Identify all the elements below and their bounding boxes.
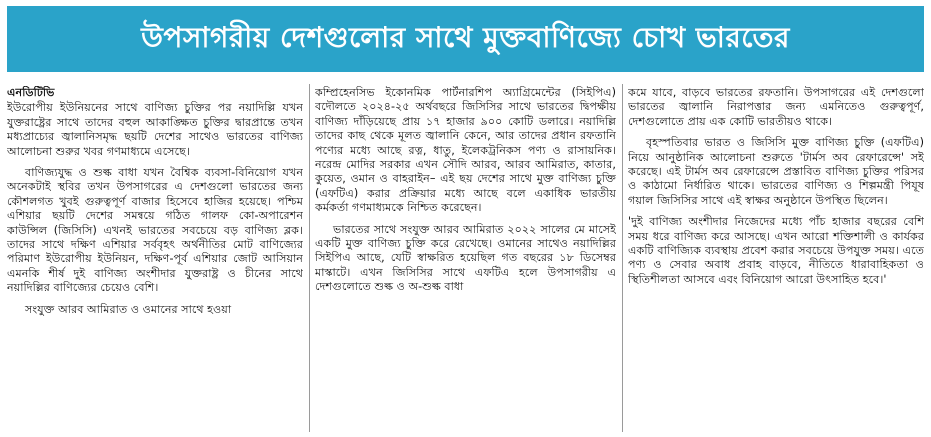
- paragraph: ভারতের সাথে সংযুক্ত আরব আমিরাত ২০২২ সালের মে মাসেই একটি মুক্ত বাণিজ্য চুক্তি করে রেখেছে। ওমানের সাথেও নয়াদিল্লির সিইপিএ আছে, যেটি স্বাক্ষরিত হয়েছিল গত বছরের ১৮ ডিসেম্বর মাস্কাটে। এখন জিসিসির সাথে এফটিএ হলে উপসাগরীয় এ দেশগুলোতে শুল্ক ও অ-শুল্ক বাধা: [315, 222, 616, 294]
- paragraph: সংযুক্ত আরব আমিরাত ও ওমানের সাথে হওয়া: [25, 302, 232, 316]
- byline: এনডিটিভি: [7, 86, 55, 99]
- paragraph: ইউরোপীয় ইউনিয়নের সাথে বাণিজ্য চুক্তির পর নয়াদিল্লি যখন যুক্তরাষ্ট্রের সাথে তাদের বহুল আকাঙ্ক্ষিত চুক্তির দ্বারপ্রান্তে তখন মধ্যপ্রাচ্যের জ্বালানিসমৃদ্ধ ছয়টি দেশের সাথেও ভারতের বাণিজ্য আলোচনা শুরুর খবর গণমাধ্যমে এসেছে।: [7, 101, 303, 158]
- headline: উপসাগরীয় দেশগুলোর সাথে মুক্তবাণিজ্যে চোখ ভারতের: [141, 20, 790, 54]
- article-column-2: [315, 86, 616, 432]
- quote-paragraph: 'দুই বাণিজ্য অংশীদার নিজেদের মধ্যে পাঁচ হাজার বছরের বেশি সময় ধরে বাণিজ্য করে আসছে। এখন আরো শক্তিশালী ও কার্যকর একটি বাণিজ্যিক ব্যবস্থায় প্রবেশ করার সবচেয়ে উপযুক্ত সময়। এতে পণ্য ও সেবার অবাধ প্রবাহ বাড়বে, নীতিতে ধারাবাহিকতা ও স্থিতিশীলতা আসবে এবং বিনিয়োগ আরো উৎসাহিত হবে।': [628, 215, 924, 286]
- headline-banner: [7, 6, 924, 72]
- article-column-1: [7, 86, 303, 432]
- column-divider: [622, 84, 623, 432]
- column-divider: [309, 84, 310, 432]
- article-column-3: [628, 86, 924, 432]
- paragraph: কমে যাবে, বাড়বে ভারতের রফতানি। উপসাগরের এই দেশগুলো ভারতের জ্বালানি নিরাপত্তার জন্য এমনিতেও গুরুত্বপূর্ণ, দেশগুলোতে প্রায় এক কোটি ভারতীয়ও থাকে।: [628, 86, 924, 128]
- paragraph: বাণিজ্যযুদ্ধ ও শুল্ক বাধা যখন বৈশ্বিক ব্যবসা-বিনিয়োগ যখন অনেকটাই স্থবির তখন উপসাগরের এ দেশগুলো ভারতের জন্য কৌশলগত খুবই গুরুত্বপূর্ণ বাজার হিসেবে হাজির হয়েছে। পশ্চিম এশিয়ার ছয়টি দেশের সমন্বয়ে গঠিত গালফ কো-অপারেশন কাউন্সিল (জিসিসি) এখনই ভারতের সবচেয়ে বড় বাণিজ্য ব্লক। তাদের সাথে দক্ষিণ এশিয়ার সর্ববৃহৎ অর্থনীতির মোট বাণিজ্যের পরিমাণ ইউরোপীয় ইউনিয়ন, দক্ষিণ-পূর্ব এশিয়ার জোট আসিয়ান এমনকি শীর্ষ দুই বাণিজ্য অংশীদার যুক্তরাষ্ট্র ও চীনের সাথে নয়াদিল্লির বাণিজ্যের চেয়েও বেশি।: [7, 166, 303, 295]
- paragraph: বৃহস্পতিবার ভারত ও জিসিসি মুক্ত বাণিজ্য চুক্তি (এফটিএ) নিয়ে আনুষ্ঠানিক আলোচনা শুরুতে 'টার্মস অব রেফারেন্সে' সই করেছে। এই টার্মস অব রেফারেন্সে প্রস্তাবিত বাণিজ্য চুক্তির পরিসর ও কাঠামো নির্ধারিত থাকে। ভারতের বাণিজ্য ও শিল্পমন্ত্রী পিযূষ গয়াল জিসিসির সাথে এই স্বাক্ষর অনুষ্ঠানে উপস্থিত ছিলেন।: [628, 136, 924, 207]
- paragraph: কম্প্রিহেনসিভ ইকোনমিক পার্টনারশিপ অ্যাগ্রিমেন্টের (সিইপিএ) বদৌলতে ২০২৪-২৫ অর্থবছরে জিসিসির সাথে ভারতের দ্বিপক্ষীয় বাণিজ্য দাঁড়িয়েছে প্রায় ১৭ হাজার ৯০০ কোটি ডলারে। নয়াদিল্লি তাদের কাছ থেকে মূলত জ্বালানি কেনে, আর তাদের প্রধান রফতানি পণ্যের মধ্যে আছে রত্ন, ধাতু, ইলেকট্রনিকস পণ্য ও রাসায়নিক। নরেন্দ্র মোদির সরকার এখন সৌদি আরব, আরব আমিরাত, কাতার, কুয়েত, ওমান ও বাহরাইন– এই ছয় দেশের সাথে মুক্ত বাণিজ্য চুক্তি (এফটিএ) করার প্রক্রিয়ার মধ্যে আছে বলে একাধিক ভারতীয় কর্মকর্তা গণমাধ্যমকে নিশ্চিত করেছেন।: [315, 86, 616, 215]
